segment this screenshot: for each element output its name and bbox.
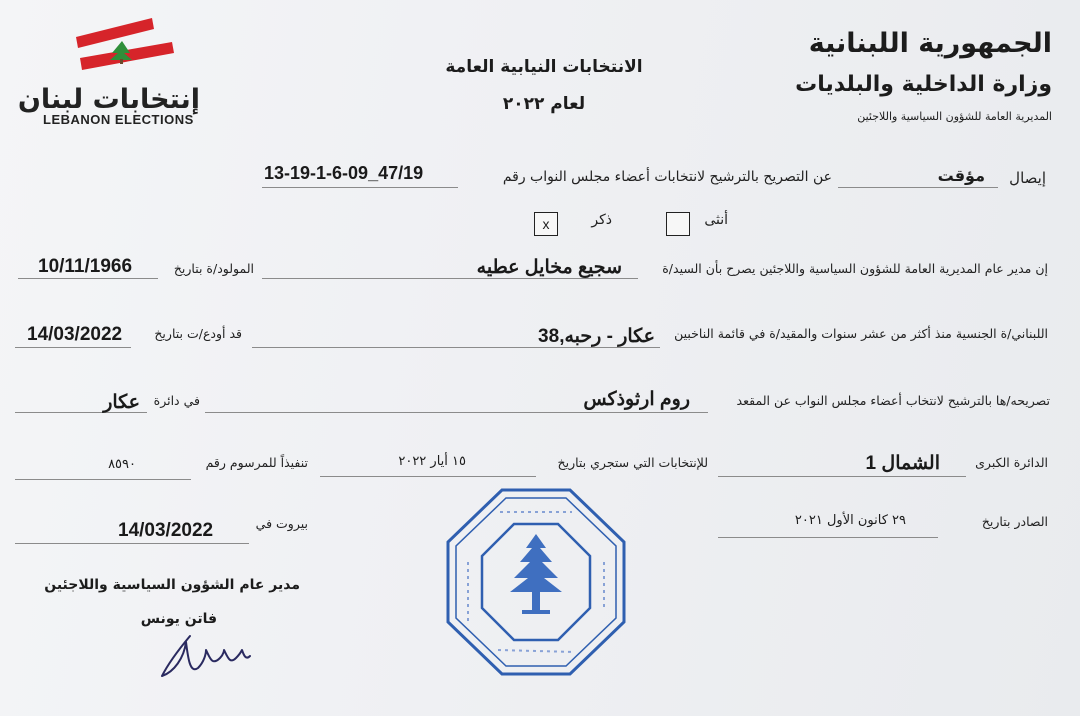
decree-line [15, 479, 191, 480]
decree-number: ٨٥٩٠ [108, 457, 136, 472]
candidate-name: سجيع مخايل عطيه [476, 257, 622, 278]
signatory-name: فاتن يونس [140, 611, 217, 627]
female-checkbox[interactable] [666, 212, 690, 236]
seat-text: تصريحه/ها بالترشيح لانتخاب أعضاء مجلس النواب عن المقعد [736, 393, 1050, 408]
election-title: الانتخابات النيابية العامة [445, 57, 643, 77]
logo-english-text: LEBANON ELECTIONS [43, 112, 194, 127]
receipt-label: إيصال [1009, 169, 1046, 187]
major-district-line [718, 476, 966, 477]
issued-date-line [718, 537, 938, 538]
deposit-date: 14/03/2022 [27, 324, 123, 345]
seat-value: روم ارثوذكس [583, 389, 690, 410]
declaration-prefix: إن مدير عام المديرية العامة للشؤون السياسية واللاجئين يصرح بأن السيد/ة [662, 261, 1048, 276]
birth-date: 10/11/1966 [38, 256, 133, 277]
election-year: لعام ٢٠٢٢ [502, 94, 586, 114]
male-check-mark: x [542, 216, 550, 232]
registry-value: عكار - رحبه,38 [538, 326, 655, 347]
district-value: عكار [103, 392, 140, 413]
receipt-number: 13-19-1-6-09_47/19 [264, 163, 424, 183]
signature-icon [150, 628, 260, 688]
major-district-value: الشمال 1 [865, 453, 940, 474]
receipt-type-line [838, 187, 998, 188]
ministry-title: وزارة الداخلية والبلديات [795, 72, 1052, 97]
republic-title: الجمهورية اللبنانية [808, 28, 1052, 59]
beirut-date-line [15, 543, 249, 544]
official-stamp [440, 484, 632, 680]
election-date-line [320, 476, 536, 477]
decree-label: تنفيذاً للمرسوم رقم [205, 455, 308, 470]
issued-date: ٢٩ كانون الأول ٢٠٢١ [794, 513, 906, 528]
beirut-label: بيروت في [255, 516, 308, 531]
beirut-date: 14/03/2022 [118, 520, 214, 541]
receipt-type-value: مؤقت [937, 166, 985, 185]
deposit-date-line [15, 347, 131, 348]
flag-icon [74, 15, 184, 77]
gender-male-label: ذكر [591, 212, 612, 228]
district-label: في دائرة [153, 393, 200, 408]
seat-line [205, 412, 708, 413]
logo-arabic-text: إنتخابات لبنان [17, 84, 200, 115]
issued-label: الصادر بتاريخ [981, 514, 1048, 529]
receipt-description: عن التصريح بالترشيح لانتخابات أعضاء مجلس النواب رقم [502, 169, 832, 185]
male-checkbox[interactable] [534, 212, 558, 236]
born-label: المولود/ة بتاريخ [173, 261, 254, 276]
signatory-title: مدير عام الشؤون السياسية واللاجئين [44, 577, 300, 593]
receipt-number-line [262, 187, 458, 188]
election-date: ١٥ أيار ٢٠٢٢ [398, 454, 466, 469]
birth-date-line [18, 278, 158, 279]
major-district-label: الدائرة الكبرى [975, 455, 1048, 470]
nationality-text: اللبناني/ة الجنسية منذ أكثر من عشر سنوات والمقيد/ة في قائمة الناخبين [674, 326, 1048, 341]
gender-female-label: أنثى [704, 212, 728, 228]
directorate-title: المديرية العامة للشؤون السياسية واللاجئين [857, 110, 1052, 123]
elections-label: للإنتخابات التي ستجري بتاريخ [557, 455, 708, 470]
deposit-label: قد أودع/ت بتاريخ [154, 326, 242, 341]
